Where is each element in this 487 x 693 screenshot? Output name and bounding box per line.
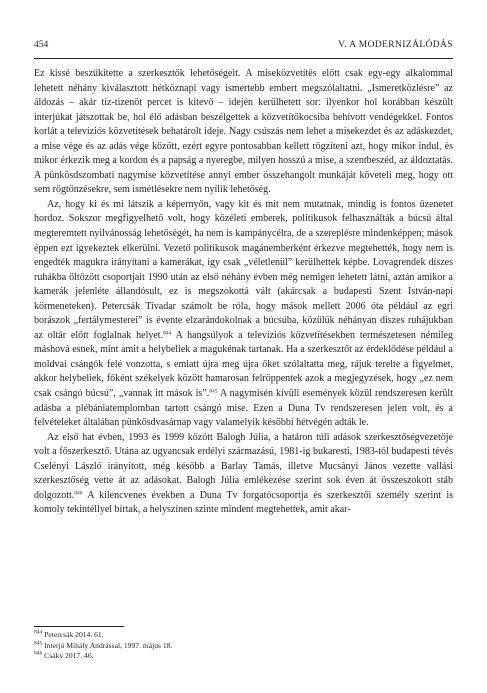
footnote-item: [34, 651, 453, 662]
footnote-number: 844: [34, 629, 43, 636]
body-paragraph: [34, 67, 453, 198]
footnote-number: 845: [34, 640, 43, 646]
running-header: [34, 40, 453, 56]
footnote-item: [34, 630, 453, 641]
footnote-reference[interactable]: 844: [163, 330, 172, 337]
footnote-text: Petercsák 2014. 61.: [42, 630, 104, 639]
header-rule: [34, 58, 453, 59]
page-number: 454: [34, 40, 49, 50]
footnotes: [34, 630, 453, 662]
paragraph-text: A hangsúlyok a televíziós közvetítésekben természetesen némileg máshová esnek, mint amit a helybeliek a magukénak tartanak. Ha a szerkesztőt az érdeklődése például a moldvai csángók felé vonzotta, s emiatt újra meg újra őket szólaltatta meg, rájuk terelte a figyelmet, akkor helybeliek, főként székelyek között hamarosan felröppentek azok a megjegyzések, hogy „ez nem csak csángó búcsú”, „vannak itt mások is”.: [34, 329, 453, 400]
paragraph-text: Ez kissé beszűkítette a szerkesztők lehetőségeit. A miseközvetítés előtt csak egy-egy alkalommal lehetett néhány kiválasztott hétköznapi vagy ismertebb embert megszólaltatni. „Ismeretközlésre” az áldozás – akár tíz-tizenöt percet is kitevő – idején kerülhetett sor: ilyenkor hol korábban készült interjúkat játszottak be, hol élő adásban beszélgettek a közvetítőkocsiba behívott vendégekkel. Fontos korlát a televíziós közvetítések behatárolt ideje. Nagy csúszás nem lehet a misekezdet és az adáskezdet, a mise vége és az adás vége között, ezért egyre pontosabban kellett rögzíteni azt, hogy mikor indul, és mikor érkezik meg a kordon és a papság a nyeregbe, milyen hosszú a mise, a szentbeszéd, az áldoztatás. A pünkösdszombati nagymise közvetítése annyi ember összehangolt munkáját követeli meg, hogy ott sem rögtönzésekre, sem ismétlésekre nem nyílik lehetőség.: [34, 68, 453, 196]
body-text: [34, 67, 453, 518]
footnote-text: Interjú Mihály Andrással, 1997. május 18.: [42, 640, 173, 650]
body-paragraph: [34, 198, 453, 431]
footnote-text: Csáky 2017. 46.: [42, 651, 94, 660]
paragraph-text: A nagymisén kívüli események közül rendszeresen került adásba a plébániatemplomban tartott csángó mise. Ezen a Duna Tv rendszeresen jelen volt, és a felvételeket általában pünkösdvasárnap vagy valamelyik későbbi hétvégén adták le.: [34, 388, 453, 429]
chapter-title: V. A MODERNIZÁLÓDÁS: [338, 40, 453, 50]
footnote-item: [34, 641, 453, 652]
footnote-reference[interactable]: 845: [209, 388, 218, 395]
footnote-number: 846: [34, 650, 43, 657]
paragraph-text: A kilencvenes években a Duna Tv forgatócsoportja és szerkesztői személy szerint is komoly tekintéllyel bírtak, a helyszínen szinte mindent megtehettek, amit akar-: [34, 489, 453, 516]
paragraph-text: Az, hogy ki és mi látszik a képernyőn, vagy kit és mit nem mutatnak, mindig is fontos üzenetet hordoz. Sokszor megfigyelhető volt, hogy közéleti emberek, politikusok felhasználták a búcsú által megteremtett nyilvánosság lehetőségét, ha nem is kampánycélra, de a szereplésre mindenképpen; mások éppen ezt igyekeztek elkerülni. Vezető politikusok magánemberként érkezve megtehették, hogy nem is engedték magukra irányítani a kamerákat, így csak „véletlenül” kerülhettek képbe. Lovagrendek díszes ruhákba öltözött csoportjait 1990 után az első néhány évben még nemigen lehetett látni, aztán amikor a kamerák jelenléte állandósult, ez is megszokottá vált (akárcsak a budapesti Szent István-napi körmeneteken). Petercsák Tivadar számolt be róla, hogy mások mellett 2006 óta például az egri borászok „fertálymesterei” is évente elzarándokolnak a búcsúba, közülük néhányan díszes ruhájukban az oltár előtt foglalnak helyet.: [34, 198, 453, 341]
body-paragraph: [34, 431, 453, 518]
paragraph-text: Az első hat évben, 1993 és 1999 között Balogh Júlia, a határon túli adások szerkesztőségvezetője volt a főszerkesztő. Utána az ugyancsak erdélyi származású, 1981-ig bukaresti, 1983-tól budapesti tévés Cselényi László irányított, még később a Barlay Tamás, illetve Mucsányi János vezette vallási szerkesztőség vette át az adásokat. Balogh Júlia emlékezése szerint sok éven át összeszokott stáb dolgozott.: [34, 431, 453, 501]
footnote-reference[interactable]: 846: [74, 490, 83, 497]
footnote-separator: [34, 626, 124, 627]
